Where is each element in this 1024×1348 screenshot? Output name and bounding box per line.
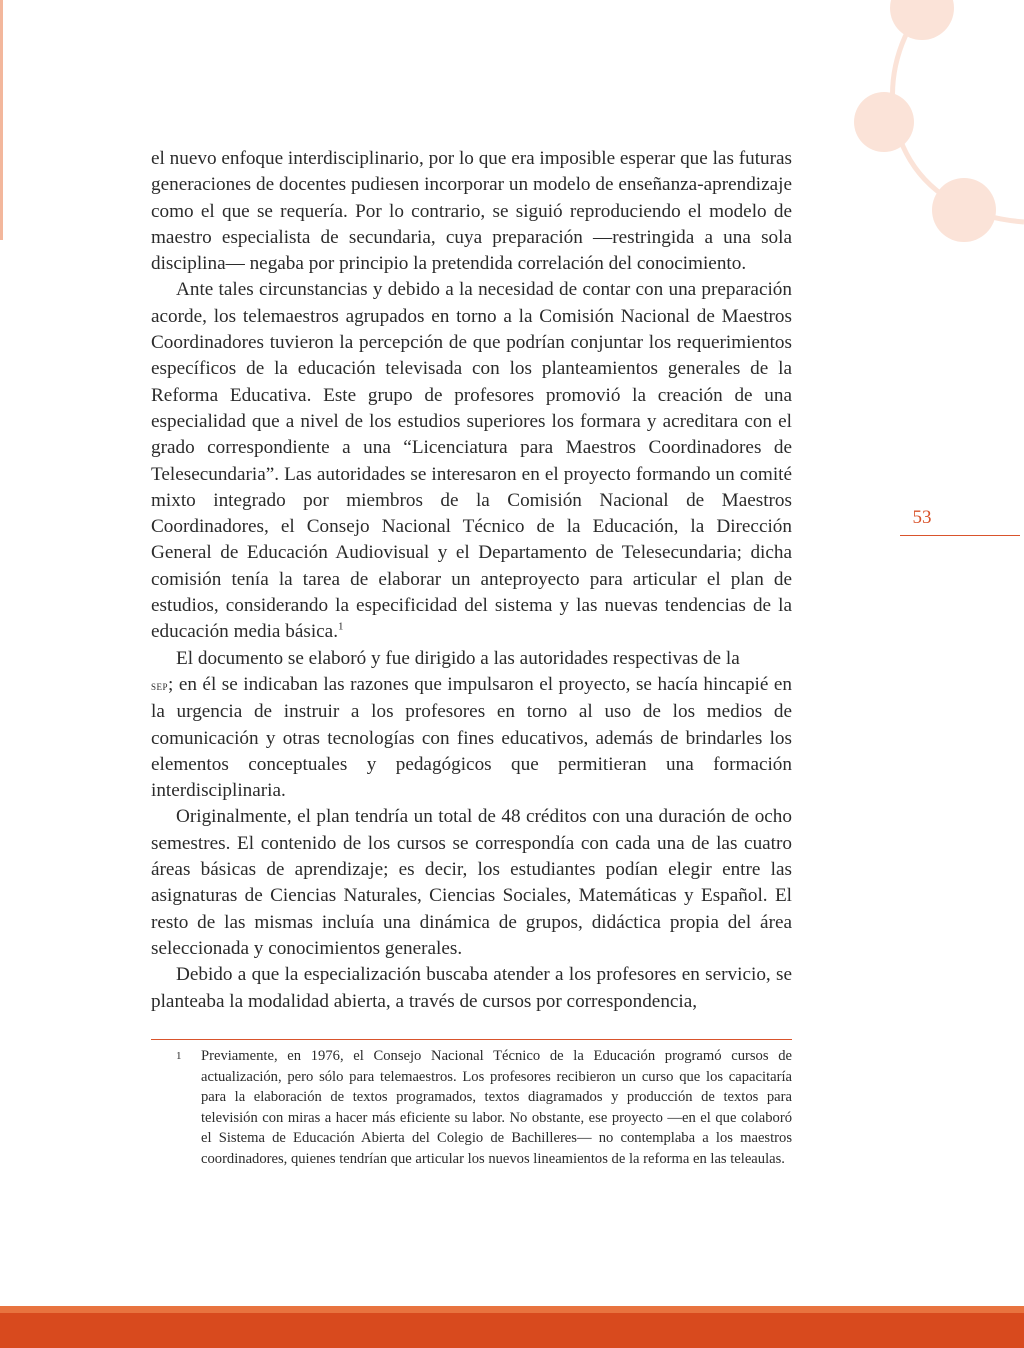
body-text bbox=[151, 146, 792, 1015]
paragraph-5: Debido a que la especialización buscaba atender a los profesores en servicio, se planteaba la modalidad abierta, a través de cursos por correspondencia, bbox=[151, 964, 792, 1012]
paragraph-3-end: ; en él se indicaban las razones que impulsaron el proyecto, se hacía hincapié en la urgencia de instruir a los profesores en torno al uso de los medios de comunicación y otras tecnologías con fines educativos, además de brindarles los elementos conceptuales y pedagógicos que permitieran una formación interdisciplinaria. bbox=[151, 673, 792, 802]
paragraph-2 bbox=[151, 277, 792, 645]
paragraph-3-start: El documento se elaboró y fue dirigido a las autoridades respectivas de la bbox=[176, 647, 740, 669]
footnote-number: 1 bbox=[176, 1050, 182, 1062]
footnote-text: Previamente, en 1976, el Consejo Nacional Técnico de la Educación programó cursos de actualización, pero sólo para telemaestros. Los profesores recibieron un curso que los capacitaría para la elaboración de textos programados, textos diagramados y producción de textos para televisión con miras a hacer más eficiente su labor. No obstante, ese proyecto —en el que colaboró el Sistema de Educación Abierta del Colegio de Bachilleres— no contemplaba a los maestros coordinadores, quienes tendrían que articular los nuevos lineamientos de la reforma en las teleaulas. bbox=[201, 1048, 792, 1167]
molecule-circles-ornament bbox=[840, 0, 1024, 260]
paragraph-3 bbox=[151, 646, 792, 805]
sep-acronym: sep bbox=[151, 677, 169, 693]
ornament-circle-top bbox=[890, 0, 954, 40]
left-edge-accent-bar bbox=[0, 0, 3, 240]
bottom-stripe-highlight bbox=[0, 1306, 1024, 1313]
paragraph-4: Originalmente, el plan tendría un total de 48 créditos con una duración de ocho semestres. El contenido de los cursos se correspondía con cada una de las cuatro áreas básicas de aprendizaje; es decir, los estudiantes podían elegir entre las asignaturas de Ciencias Naturales, Ciencias Sociales, Matemáticas y Español. El resto de las mismas incluía una dinámica de grupos, didáctica propia del área seleccionada y conocimientos generales. bbox=[151, 806, 792, 959]
footnote-reference[interactable]: 1 bbox=[338, 620, 344, 633]
footnote bbox=[151, 1046, 792, 1170]
page-number: 53 bbox=[912, 507, 932, 528]
footnote-divider bbox=[151, 1039, 792, 1040]
paragraph-2-text: Ante tales circunstancias y debido a la necesidad de contar con una preparación acorde, los telemaestros agrupados en torno a la Comisión Nacional de Maestros Coordinadores tuvieron la percepción de que podrían conjuntar los requerimientos específicos de la educación televisada con los planteamientos generales de la Reforma Educativa. Este grupo de profesores promovió la creación de una especialidad que a nivel de los estudios superiores los formara y acreditara con el grado correspondiente a una “Licenciatura para Maestros Coordinadores de Telesecundaria”. Las autoridades se interesaron en el proyecto formando un comité mixto integrado por miembros de la Comisión Nacional de Maestros Coordinadores, el Consejo Nacional Técnico de la Educación, la Dirección General de Educación Audiovisual y el Departamento de Telesecundaria; dicha comisión tenía la tarea de elaborar un anteproyecto para articular el plan de estudios, considerando la especificidad del sistema y las nuevas tendencias de la educación media básica. bbox=[151, 279, 792, 643]
page-number-rule bbox=[900, 535, 1020, 536]
paragraph-1: el nuevo enfoque interdisciplinario, por lo que era imposible esperar que las futuras generaciones de docentes pudiesen incorporar un modelo de enseñanza-aprendizaje como el que se requería. Por lo contrario, se siguió reproduciendo el modelo de maestro especialista de secundaria, cuya preparación —restringida a una sola disciplina— negaba por principio la pretendida correlación del conocimiento. bbox=[151, 148, 792, 275]
ornament-circle-middle bbox=[854, 92, 914, 152]
ornament-circle-bottom bbox=[932, 178, 996, 242]
